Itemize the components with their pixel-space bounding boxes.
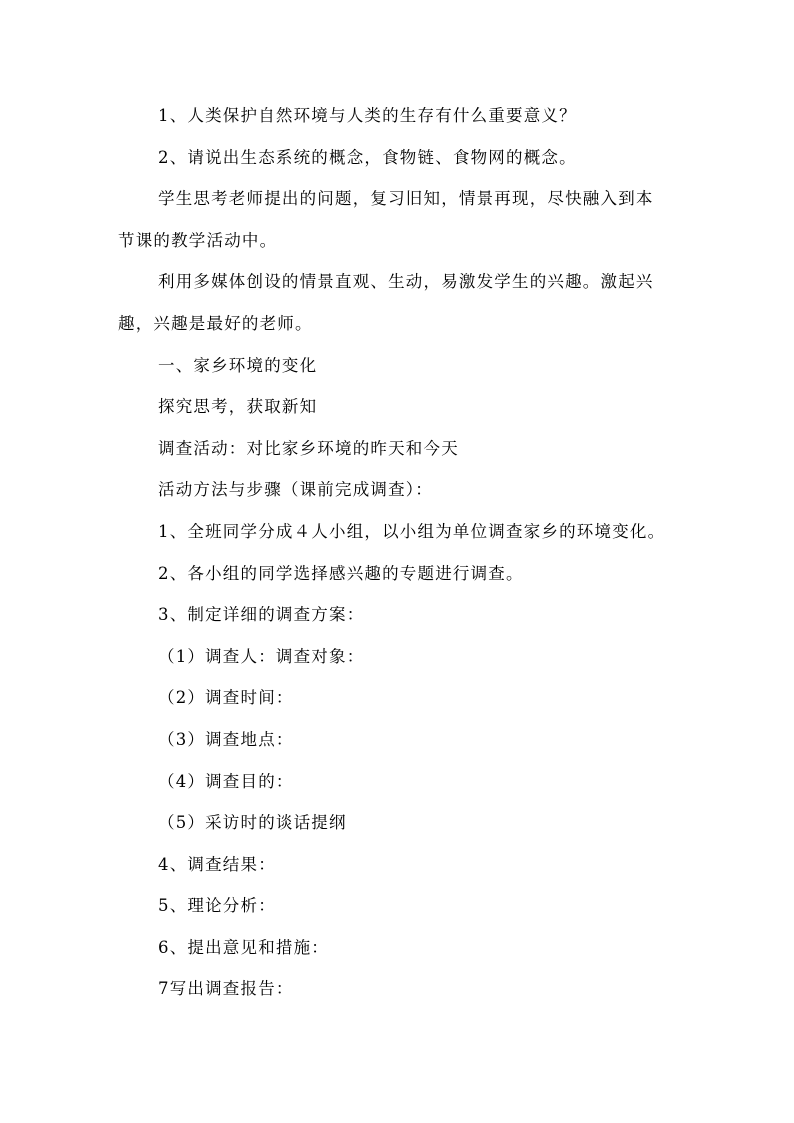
plan-item-5: （5）采访时的谈话提纲 xyxy=(158,813,347,833)
step-5: 5、理论分析： xyxy=(158,896,276,916)
step-7: 7写出调查报告： xyxy=(158,979,294,999)
paragraph-student-thinking-cont: 节课的教学活动中。 xyxy=(118,230,278,250)
document-body xyxy=(118,100,678,1015)
question-2: 2、请说出生态系统的概念，食物链、食物网的概念。 xyxy=(158,147,577,167)
survey-activity: 调查活动：对比家乡环境的昨天和今天 xyxy=(158,438,459,458)
plan-item-1: （1）调查人：调查对象： xyxy=(158,646,365,666)
plan-item-4: （4）调查目的： xyxy=(158,771,294,791)
step-4: 4、调查结果： xyxy=(158,854,276,874)
step-2: 2、各小组的同学选择感兴趣的专题进行调查。 xyxy=(158,563,524,583)
paragraph-multimedia-cont: 趣，兴趣是最好的老师。 xyxy=(118,313,313,333)
paragraph-student-thinking: 学生思考老师提出的问题，复习旧知，情景再现，尽快融入到本 xyxy=(158,189,654,209)
step-3: 3、制定详细的调查方案： xyxy=(158,605,365,625)
subheading-explore: 探究思考，获取新知 xyxy=(158,397,318,417)
step-1: 1、全班同学分成４人小组，以小组为单位调查家乡的环境变化。 xyxy=(158,521,666,541)
question-1: 1、人类保护自然环境与人类的生存有什么重要意义？ xyxy=(158,106,577,125)
plan-item-3: （3）调查地点： xyxy=(158,729,294,749)
step-6: 6、提出意见和措施： xyxy=(158,937,329,957)
section-heading-1: 一、家乡环境的变化 xyxy=(158,355,318,375)
activity-methods: 活动方法与步骤（课前完成调查）： xyxy=(158,480,433,500)
paragraph-multimedia: 利用多媒体创设的情景直观、生动，易激发学生的兴趣。激起兴 xyxy=(158,272,654,292)
plan-item-2: （2）调查时间： xyxy=(158,688,294,708)
